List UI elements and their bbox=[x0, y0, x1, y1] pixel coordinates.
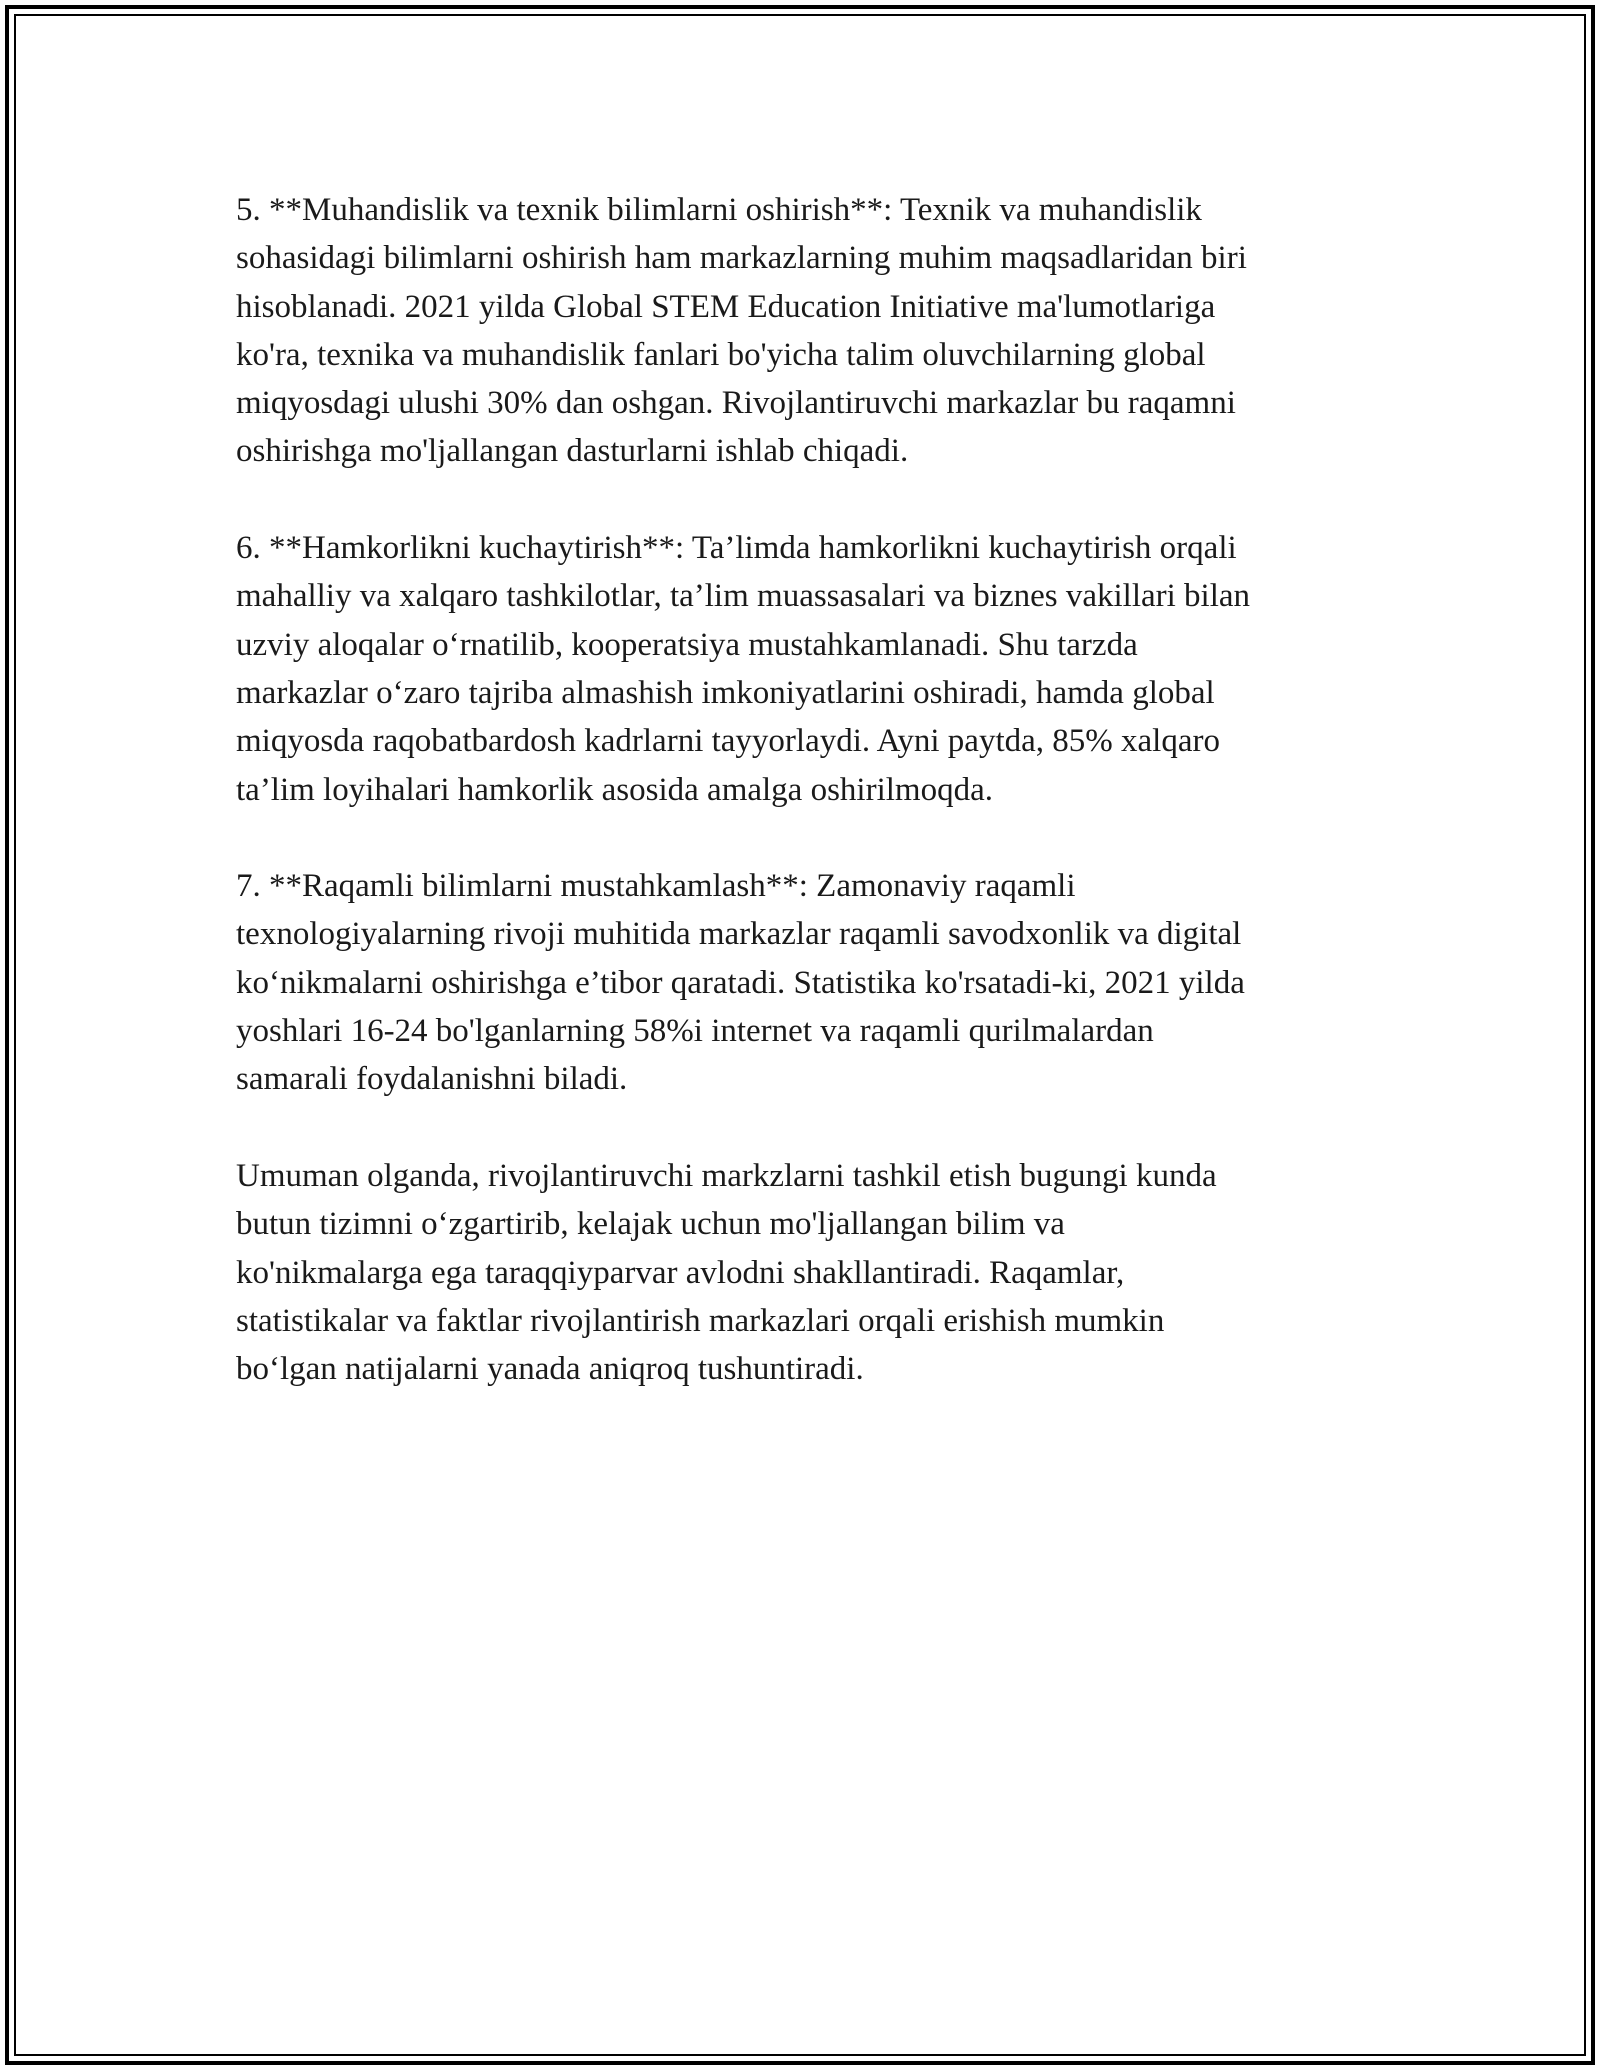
text-line: markazlar o‘zaro tajriba almashish imkoniyatlarini oshiradi, hamda global bbox=[236, 674, 1215, 711]
text-line: yoshlari 16-24 bo'lganlarning 58%i internet va raqamli qurilmalardan bbox=[236, 1013, 1154, 1050]
text-line: miqyosdagi ulushi 30% dan oshgan. Rivojlantiruvchi markazlar bu raqamni bbox=[236, 385, 1236, 422]
text-line: butun tizimni o‘zgartirib, kelajak uchun mo'ljallangan bilim va bbox=[236, 1206, 1065, 1243]
paragraph-5-engineering bbox=[236, 186, 1386, 476]
text-line: uzviy aloqalar o‘rnatilib, kooperatsiya mustahkamlanadi. Shu tarzda bbox=[236, 626, 1138, 663]
text-line: 7. **Raqamli bilimlarni mustahkamlash**: Zamonaviy raqamli bbox=[236, 868, 1076, 905]
paragraph-7-digital bbox=[236, 862, 1386, 1103]
paragraph-6-cooperation bbox=[236, 524, 1386, 814]
text-line: ko‘nikmalarni oshirishga e’tibor qaratadi. Statistika ko'rsatadi-ki, 2021 yilda bbox=[236, 964, 1245, 1001]
paragraph-conclusion bbox=[236, 1152, 1386, 1393]
text-line: hisoblanadi. 2021 yilda Global STEM Education Initiative ma'lumotlariga bbox=[236, 288, 1216, 325]
text-line: sohasidagi bilimlarni oshirish ham markazlarning muhim maqsadlaridan biri bbox=[236, 240, 1247, 277]
text-line: texnologiyalarning rivoji muhitida markazlar raqamli savodxonlik va digital bbox=[236, 916, 1242, 953]
text-line: oshirishga mo'ljallangan dasturlarni ishlab chiqadi. bbox=[236, 433, 909, 470]
text-line: ta’lim loyihalari hamkorlik asosida amalga oshirilmoqda. bbox=[236, 771, 993, 808]
text-line: ko'ra, texnika va muhandislik fanlari bo'yicha talim oluvchilarning global bbox=[236, 336, 1206, 373]
text-line: samarali foydalanishni biladi. bbox=[236, 1061, 628, 1098]
text-line: bo‘lgan natijalarni yanada aniqroq tushuntiradi. bbox=[236, 1351, 864, 1388]
text-line: Umuman olganda, rivojlantiruvchi markzlarni tashkil etish bugungi kunda bbox=[236, 1157, 1217, 1194]
text-line: mahalliy va xalqaro tashkilotlar, ta’lim muassasalari va biznes vakillari bilan bbox=[236, 578, 1251, 615]
text-line: 5. **Muhandislik va texnik bilimlarni oshirish**: Texnik va muhandislik bbox=[236, 192, 1202, 228]
text-line: miqyosda raqobatbardosh kadrlarni tayyorlaydi. Ayni paytda, 85% xalqaro bbox=[236, 723, 1220, 760]
text-line: 6. **Hamkorlikni kuchaytirish**: Ta’limda hamkorlikni kuchaytirish orqali bbox=[236, 530, 1237, 567]
text-line: statistikalar va faktlar rivojlantirish markazlari orqali erishish mumkin bbox=[236, 1302, 1165, 1339]
document-body bbox=[236, 186, 1386, 1442]
text-line: ko'nikmalarga ega taraqqiyparvar avlodni shakllantiradi. Raqamlar, bbox=[236, 1254, 1125, 1291]
